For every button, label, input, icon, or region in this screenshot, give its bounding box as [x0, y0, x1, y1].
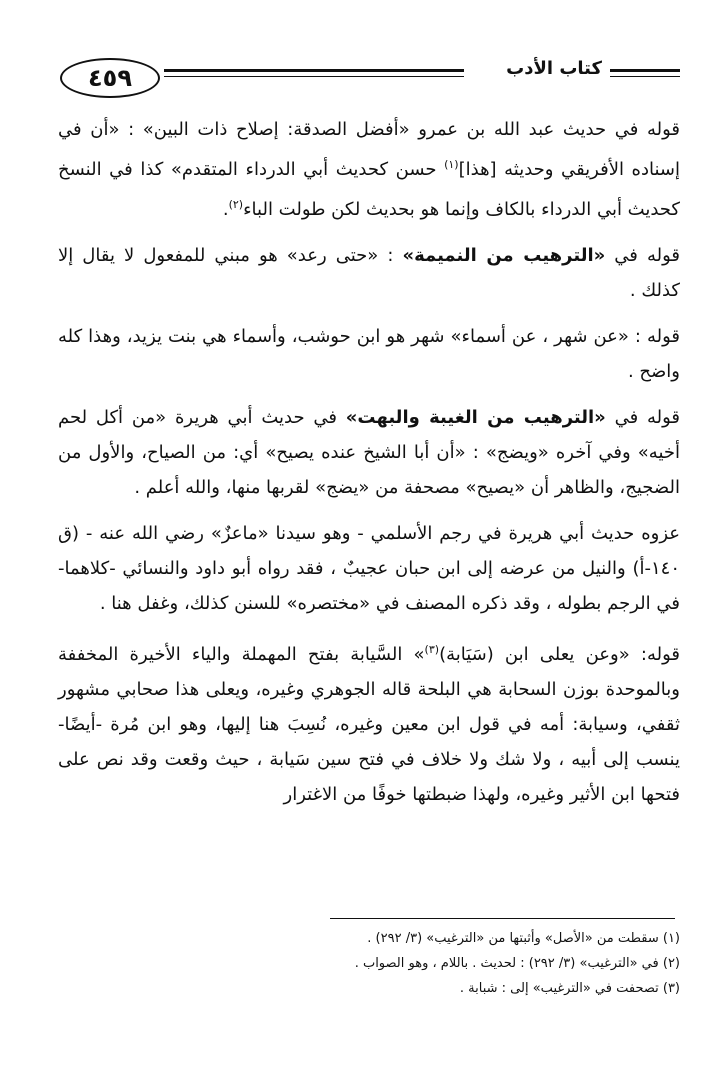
- text-segment: قوله في: [605, 245, 680, 266]
- text-segment: في حديث أبي هريرة «من أكل لحم أخيه» وفي آخره «ويضج» : «أن أبا الشيخ عنده يصيح» أي: من الصياح، والأول من الضجيج، والظاهر أن «يصيح» مصحفة من «يضج» لقربها منها، والله أعلم .: [58, 407, 680, 498]
- section-heading: «الترهيب من النميمة»: [402, 245, 606, 266]
- text-segment: قوله : «عن شهر ، عن أسماء» شهر هو ابن حوشب، وأسماء هي بنت يزيد، وهذا كله واضح .: [58, 326, 680, 382]
- section-heading: «الترهيب من الغيبة والبهت»: [345, 407, 606, 428]
- footnotes: [58, 926, 680, 1001]
- footnote-ref: (٢): [228, 198, 244, 211]
- text-segment: حسن كحديث أبي الدرداء المتقدم» كذا في النسخ كحديث أبي الدرداء بالكاف وإنما هو بحديث لكن طولت الباء: [58, 159, 680, 220]
- footnote: (١) سقطت من «الأصل» وأثبتها من «الترغيب» (٣/ ٢٩٢) .: [367, 931, 680, 946]
- text-segment: قوله: «وعن يعلى ابن (سَيَابة): [439, 644, 680, 665]
- page-header: [60, 52, 680, 102]
- header-rule-right: [610, 69, 680, 77]
- text-segment: قوله في حديث عبد الله بن عمرو «أفضل الصدقة: إصلاح ذات البين» : «أن في إسناده الأفريقي وحديثه [هذا]: [58, 119, 680, 180]
- book-title: كتاب الأدب: [506, 58, 602, 79]
- footnote-divider: [330, 918, 675, 919]
- paragraph: [58, 112, 680, 227]
- text-segment: عزوه حديث أبي هريرة في رجم الأسلمي - وهو سيدنا «ماعزٌ» رضي الله عنه - (ق ١٤٠-أ) والنيل من عرضه إلى ابن حبان عجيبٌ ، فقد رواه أبو داود والنسائي -كلاهما- في الرجم بطوله ، وقد ذكره المصنف في «مختصره» للسنن كذلك، وغفل هنا .: [58, 523, 680, 614]
- header-rule-left: [164, 69, 464, 77]
- footnote: (٢) في «الترغيب» (٣/ ٢٩٢) : لحديث . باللام ، وهو الصواب .: [354, 956, 680, 971]
- footnote-ref: (١): [444, 158, 459, 171]
- text-segment: .: [222, 199, 229, 220]
- text-segment: : «حتى رعد» هو مبني للمفعول لا يقال إلا كذلك .: [58, 245, 680, 301]
- page-number: ٤٥٩: [88, 64, 132, 92]
- footnote: (٣) تصحفت في «الترغيب» إلى : شبابة .: [459, 981, 680, 996]
- page-number-badge: [60, 58, 160, 98]
- main-text: [58, 112, 680, 823]
- text-segment: قوله في: [605, 407, 680, 428]
- paragraph: [58, 516, 680, 621]
- footnote-ref: (٣): [424, 643, 440, 656]
- text-segment: » السَّيابة بفتح المهملة والياء الأخيرة المخففة وبالموحدة بوزن السحابة هي البلحة قاله الجوهري وغيره، ويعلى هذا صحابي مشهور ثقفي، وسيابة: أمه في قول ابن معين وغيره، نُسِبَ هنا إليها، وهو ابن مُرة -أيضًا- ينسب إلى أبيه ، ولا شك ولا خلاف في فتح سين سَيابة ، حيث وقعت وقد نص على فتحها ابن الأثير وغيره، ولهذا ضبطتها خوفًا من الاغترار: [58, 644, 680, 805]
- paragraph: [58, 632, 680, 812]
- paragraph: [58, 319, 680, 389]
- paragraph: [58, 238, 680, 308]
- paragraph: [58, 400, 680, 505]
